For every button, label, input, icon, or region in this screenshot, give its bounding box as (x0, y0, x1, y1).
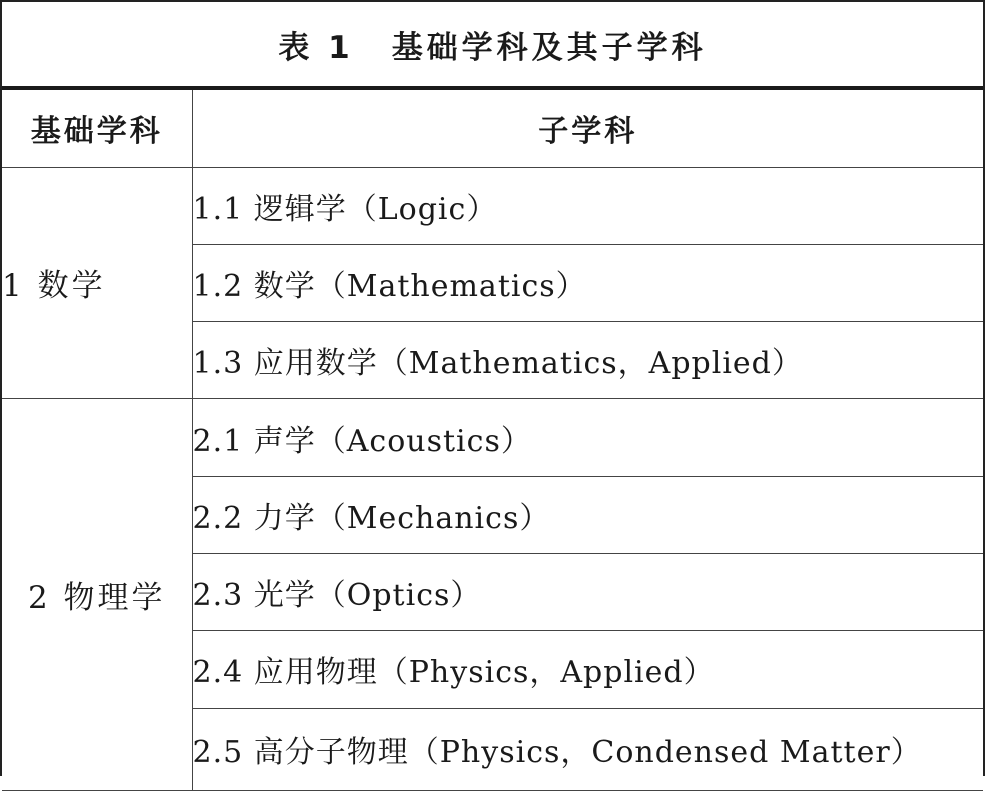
group-mathematics: 1 数学 (2, 167, 192, 399)
subdiscipline-cell: 2.4 应用物理（Physics，Applied） (192, 631, 983, 708)
table-row (2, 399, 983, 476)
subdiscipline-cell: 2.1 声学（Acoustics） (192, 399, 983, 476)
discipline-table (2, 90, 983, 791)
subdiscipline-cell: 1.3 应用数学（Mathematics，Applied） (192, 322, 983, 399)
subdiscipline-cell: 2.3 光学（Optics） (192, 553, 983, 630)
subdiscipline-cell: 1.1 逻辑学（Logic） (192, 167, 983, 244)
table-title: 基础学科及其子学科 (391, 29, 707, 66)
subdiscipline-cell: 1.2 数学（Mathematics） (192, 244, 983, 321)
header-discipline: 基础学科 (2, 90, 192, 167)
table-number: 表 1 (278, 29, 354, 66)
table-caption (2, 2, 983, 86)
header-row (2, 90, 983, 167)
group-physics: 2 物理学 (2, 399, 192, 790)
header-subdisciplines: 子学科 (192, 90, 983, 167)
subdiscipline-cell: 2.2 力学（Mechanics） (192, 476, 983, 553)
table-row (2, 167, 983, 244)
subdiscipline-cell: 2.5 高分子物理（Physics，Condensed Matter） (192, 708, 983, 790)
